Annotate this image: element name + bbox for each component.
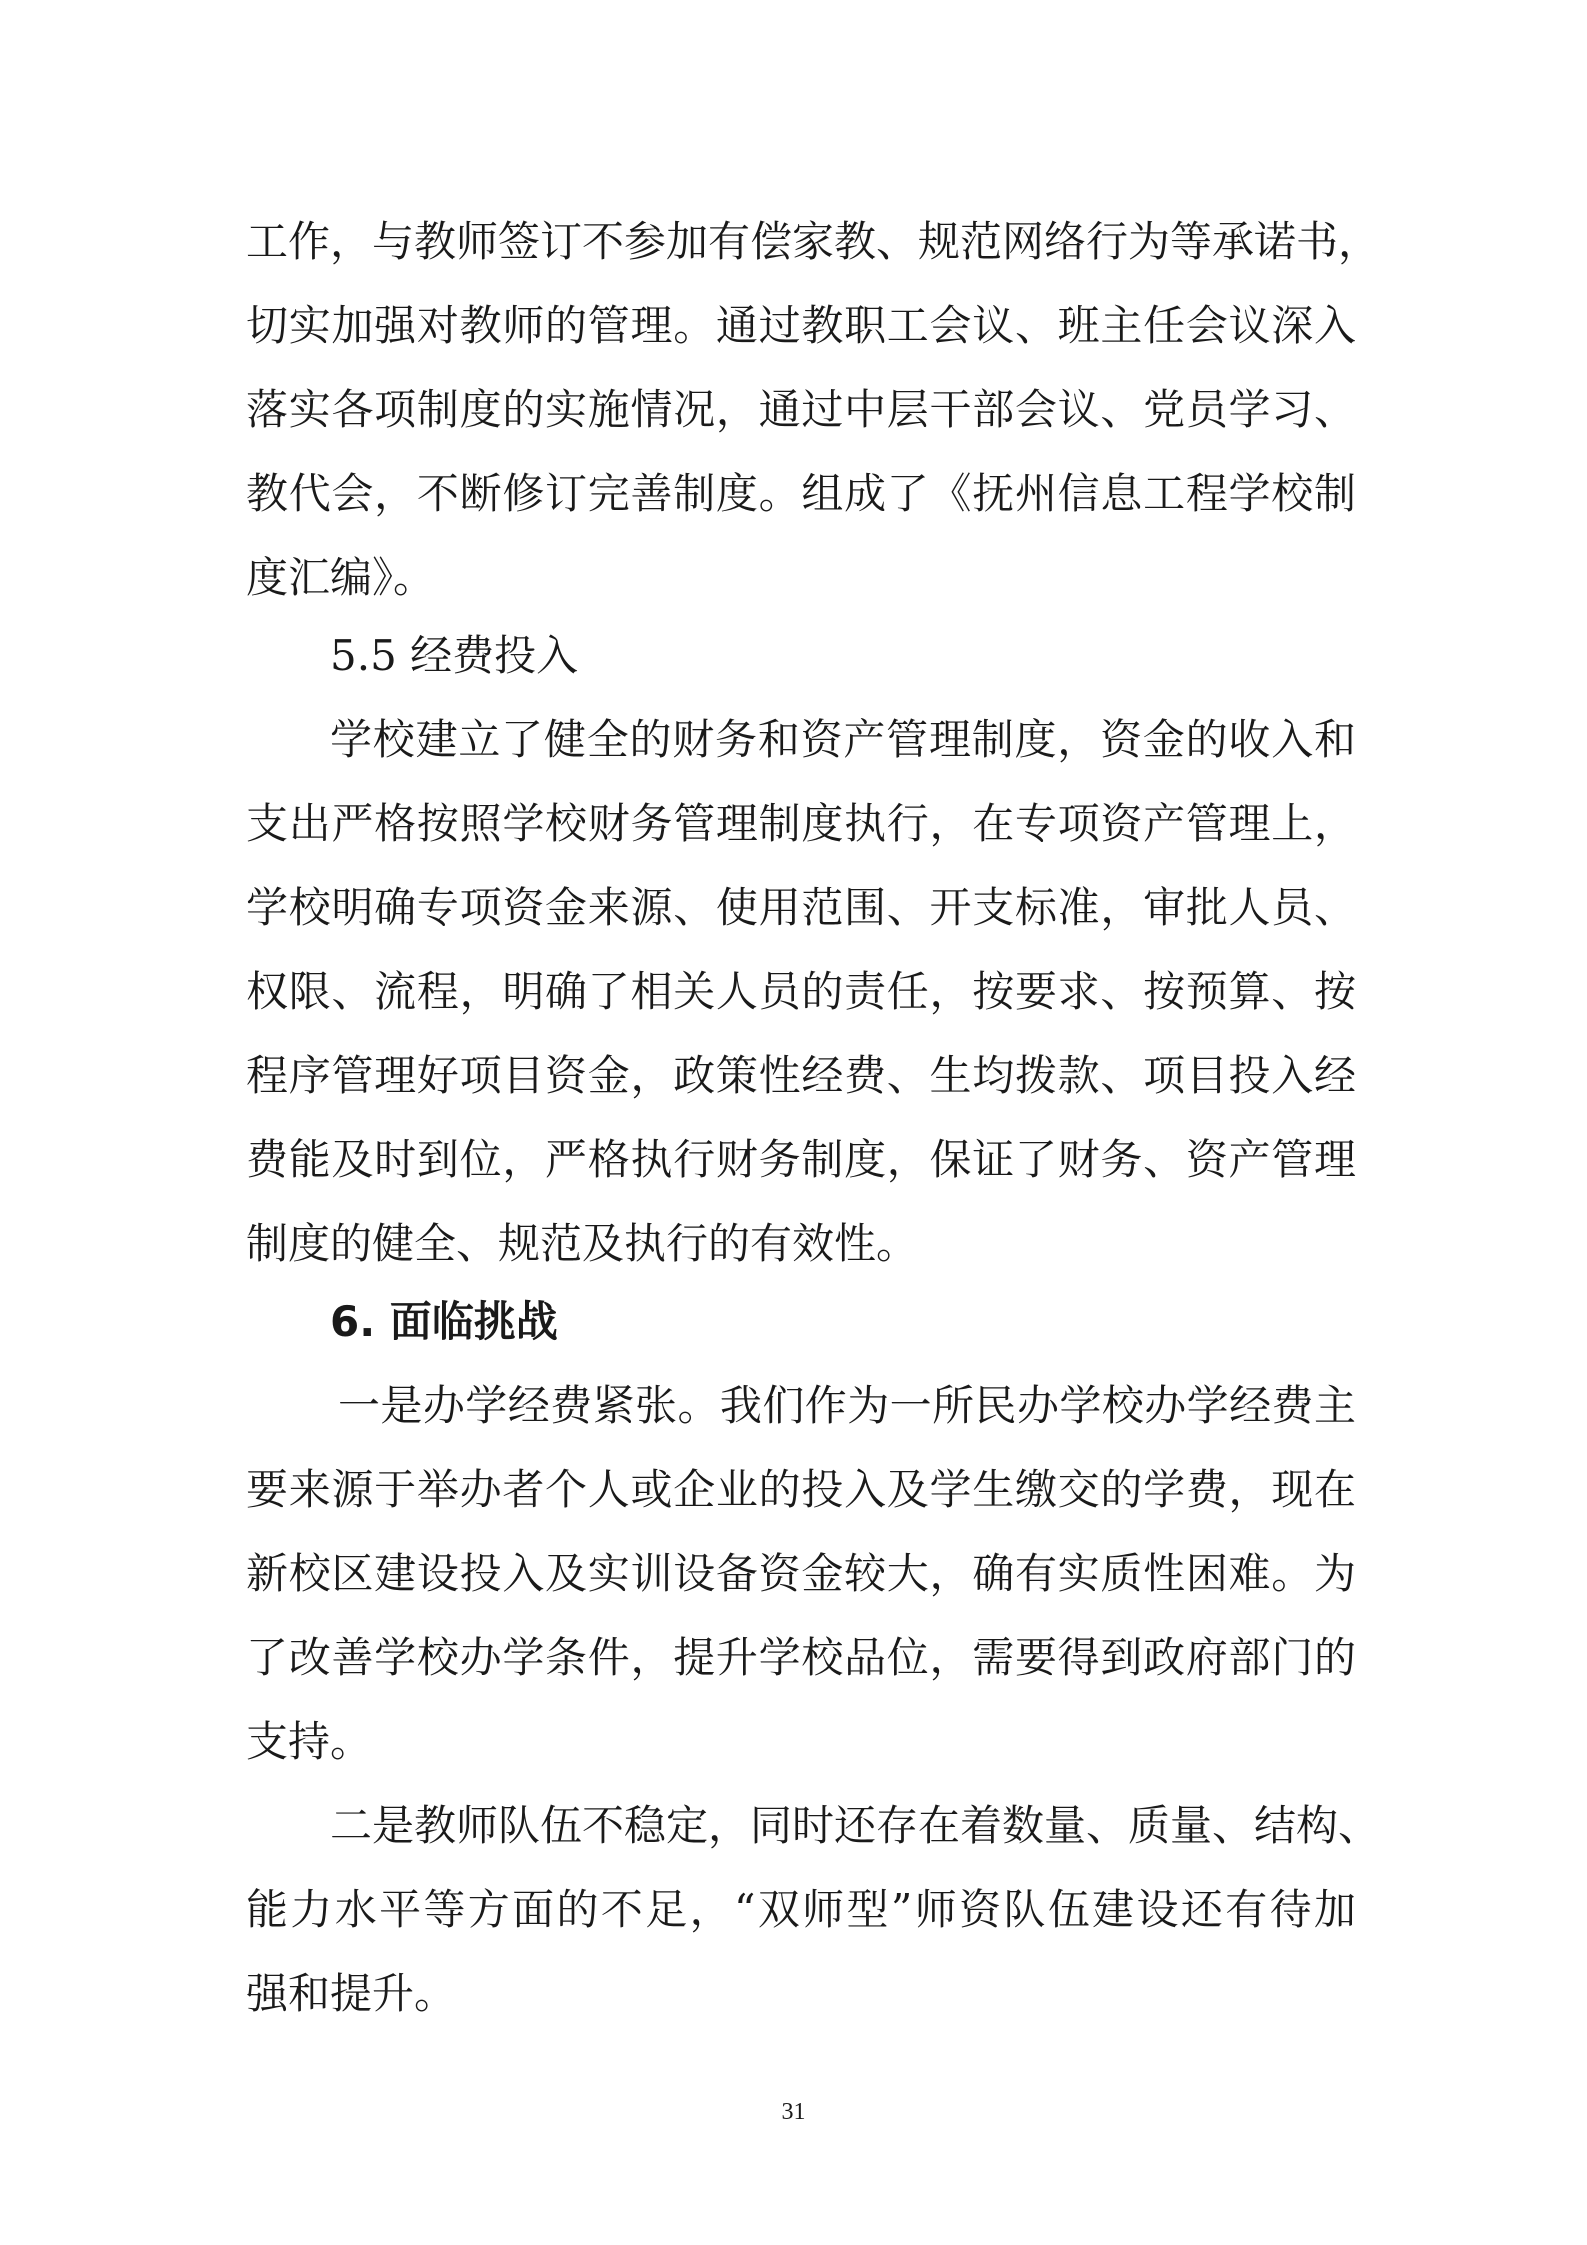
paragraph-line: 学校建立了健全的财务和资产管理制度，资金的收入和 [330,715,1356,764]
paragraph-line: 学校明确专项资金来源、使用范围、开支标准，审批人员、 [246,883,1356,932]
paragraph-line: 费能及时到位，严格执行财务制度，保证了财务、资产管理 [246,1135,1356,1184]
section-heading-6: 6. 面临挑战 [330,1297,558,1346]
paragraph-line: 权限、流程，明确了相关人员的责任，按要求、按预算、按 [246,967,1356,1016]
section-heading-5-5: 5.5 经费投入 [330,631,579,680]
paragraph-line: 强和提升。 [246,1969,457,2018]
paragraph-line: 程序管理好项目资金，政策性经费、生均拨款、项目投入经 [246,1051,1356,1100]
page-number: 31 [781,2099,806,2125]
paragraph-line: 落实各项制度的实施情况，通过中层干部会议、党员学习、 [246,385,1356,434]
paragraph-line: 新校区建设投入及实训设备资金较大，确有实质性困难。为 [246,1549,1356,1598]
paragraph-line: 支出严格按照学校财务管理制度执行，在专项资产管理上， [246,799,1356,848]
paragraph-line: 制度的健全、规范及执行的有效性。 [246,1219,919,1268]
paragraph-line: 工作，与教师签订不参加有偿家教、规范网络行为等承诺书， [246,217,1381,266]
paragraph-line: 切实加强对教师的管理。通过教职工会议、班主任会议深入 [246,301,1356,350]
paragraph-line: 支持。 [246,1717,373,1766]
paragraph-line: 能力水平等方面的不足，“双师型”师资队伍建设还有待加 [246,1885,1356,1934]
paragraph-line: 一是办学经费紧张。我们作为一所民办学校办学经费主 [338,1381,1356,1430]
paragraph-line: 教代会，不断修订完善制度。组成了《抚州信息工程学校制 [246,469,1356,518]
paragraph-line: 二是教师队伍不稳定，同时还存在着数量、质量、结构、 [330,1801,1381,1850]
paragraph-line: 了改善学校办学条件，提升学校品位，需要得到政府部门的 [246,1633,1356,1682]
paragraph-line: 度汇编》。 [246,553,436,602]
paragraph-line: 要来源于举办者个人或企业的投入及学生缴交的学费，现在 [246,1465,1356,1514]
